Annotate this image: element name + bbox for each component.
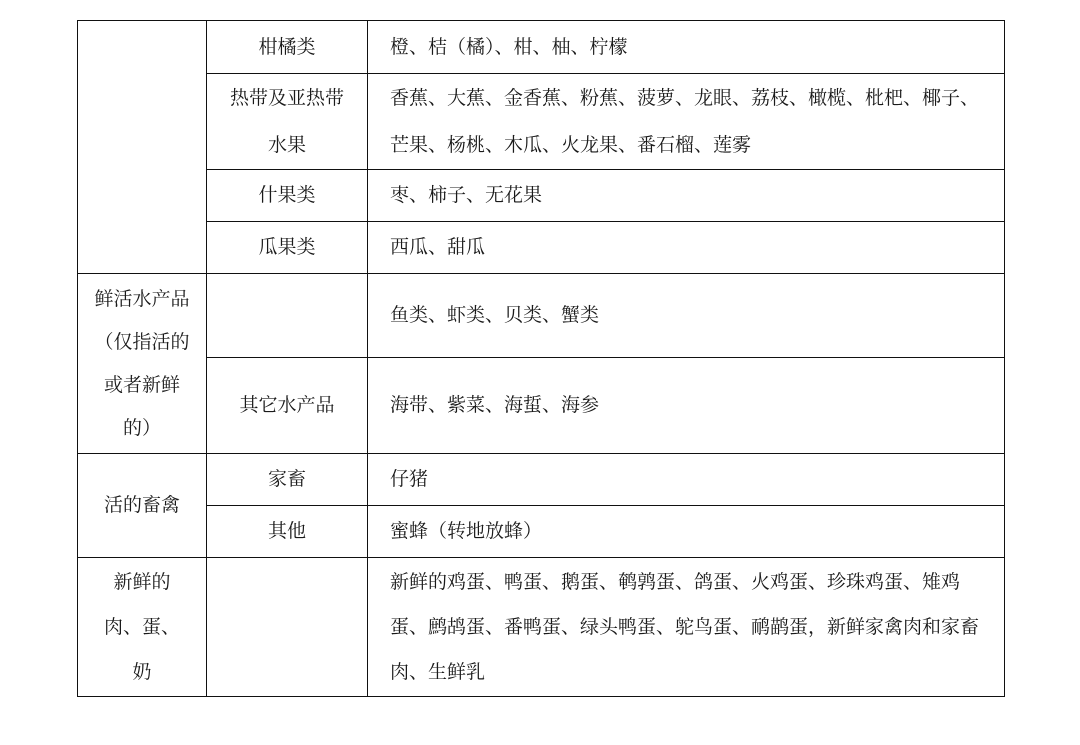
subcategory-cell (207, 358, 368, 454)
table-row (78, 170, 1005, 222)
items-text: 仔猪 (390, 468, 429, 490)
subcategory-label: 家畜 (267, 468, 306, 490)
produce-category-table (77, 20, 1005, 697)
items-cell (368, 358, 1005, 454)
items-text: 香蕉、大蕉、金香蕉、粉蕉、菠萝、龙眼、荔枝、橄榄、枇杷、椰子、芒果、杨桃、木瓜、火龙果、番石榴、莲雾 (390, 86, 980, 156)
category-label: 新鲜的肉、蛋、奶 (103, 570, 180, 683)
subcategory-cell (207, 74, 368, 170)
table-row (78, 74, 1005, 170)
subcategory-cell (207, 170, 368, 222)
category-cell (78, 274, 207, 454)
items-cell (368, 506, 1005, 558)
category-label: 鲜活水产品（仅指活的或者新鲜的） (94, 287, 190, 439)
items-text: 海带、紫菜、海蜇、海参 (390, 394, 600, 416)
items-text: 鱼类、虾类、贝类、蟹类 (390, 304, 600, 326)
table-row (78, 274, 1005, 358)
items-cell (368, 558, 1005, 697)
category-cell-fruits (78, 21, 207, 274)
category-cell (78, 454, 207, 558)
table-row (78, 558, 1005, 697)
items-text: 枣、柿子、无花果 (390, 184, 543, 206)
table-row (78, 358, 1005, 454)
items-text: 西瓜、甜瓜 (390, 236, 486, 258)
items-text: 新鲜的鸡蛋、鸭蛋、鹅蛋、鹌鹑蛋、鸽蛋、火鸡蛋、珍珠鸡蛋、雉鸡蛋、鹧鸪蛋、番鸭蛋、绿头鸭蛋、鸵鸟蛋、鸸鹋蛋，新鲜家禽肉和家畜肉、生鲜乳 (390, 570, 980, 683)
table-row (78, 222, 1005, 274)
items-text: 橙、桔（橘）、柑、柚、柠檬 (390, 35, 628, 58)
subcategory-cell (207, 506, 368, 558)
subcategory-cell (207, 558, 368, 697)
items-cell (368, 74, 1005, 170)
table-row (78, 21, 1005, 74)
subcategory-cell (207, 454, 368, 506)
items-cell (368, 21, 1005, 74)
items-cell (368, 454, 1005, 506)
subcategory-label: 其它水产品 (239, 394, 335, 416)
subcategory-label: 瓜果类 (258, 236, 316, 258)
subcategory-cell (207, 274, 368, 358)
items-cell (368, 222, 1005, 274)
subcategory-label: 柑橘类 (258, 35, 316, 58)
table-row (78, 454, 1005, 506)
items-cell (368, 170, 1005, 222)
category-cell (78, 558, 207, 697)
subcategory-label: 其他 (267, 520, 306, 542)
subcategory-label: 热带及亚热带水果 (229, 86, 344, 156)
subcategory-cell (207, 21, 368, 74)
subcategory-cell (207, 222, 368, 274)
items-text: 蜜蜂（转地放蜂） (390, 520, 543, 542)
subcategory-label: 什果类 (258, 184, 316, 206)
items-cell (368, 274, 1005, 358)
table-row (78, 506, 1005, 558)
category-label: 活的畜禽 (103, 494, 180, 516)
